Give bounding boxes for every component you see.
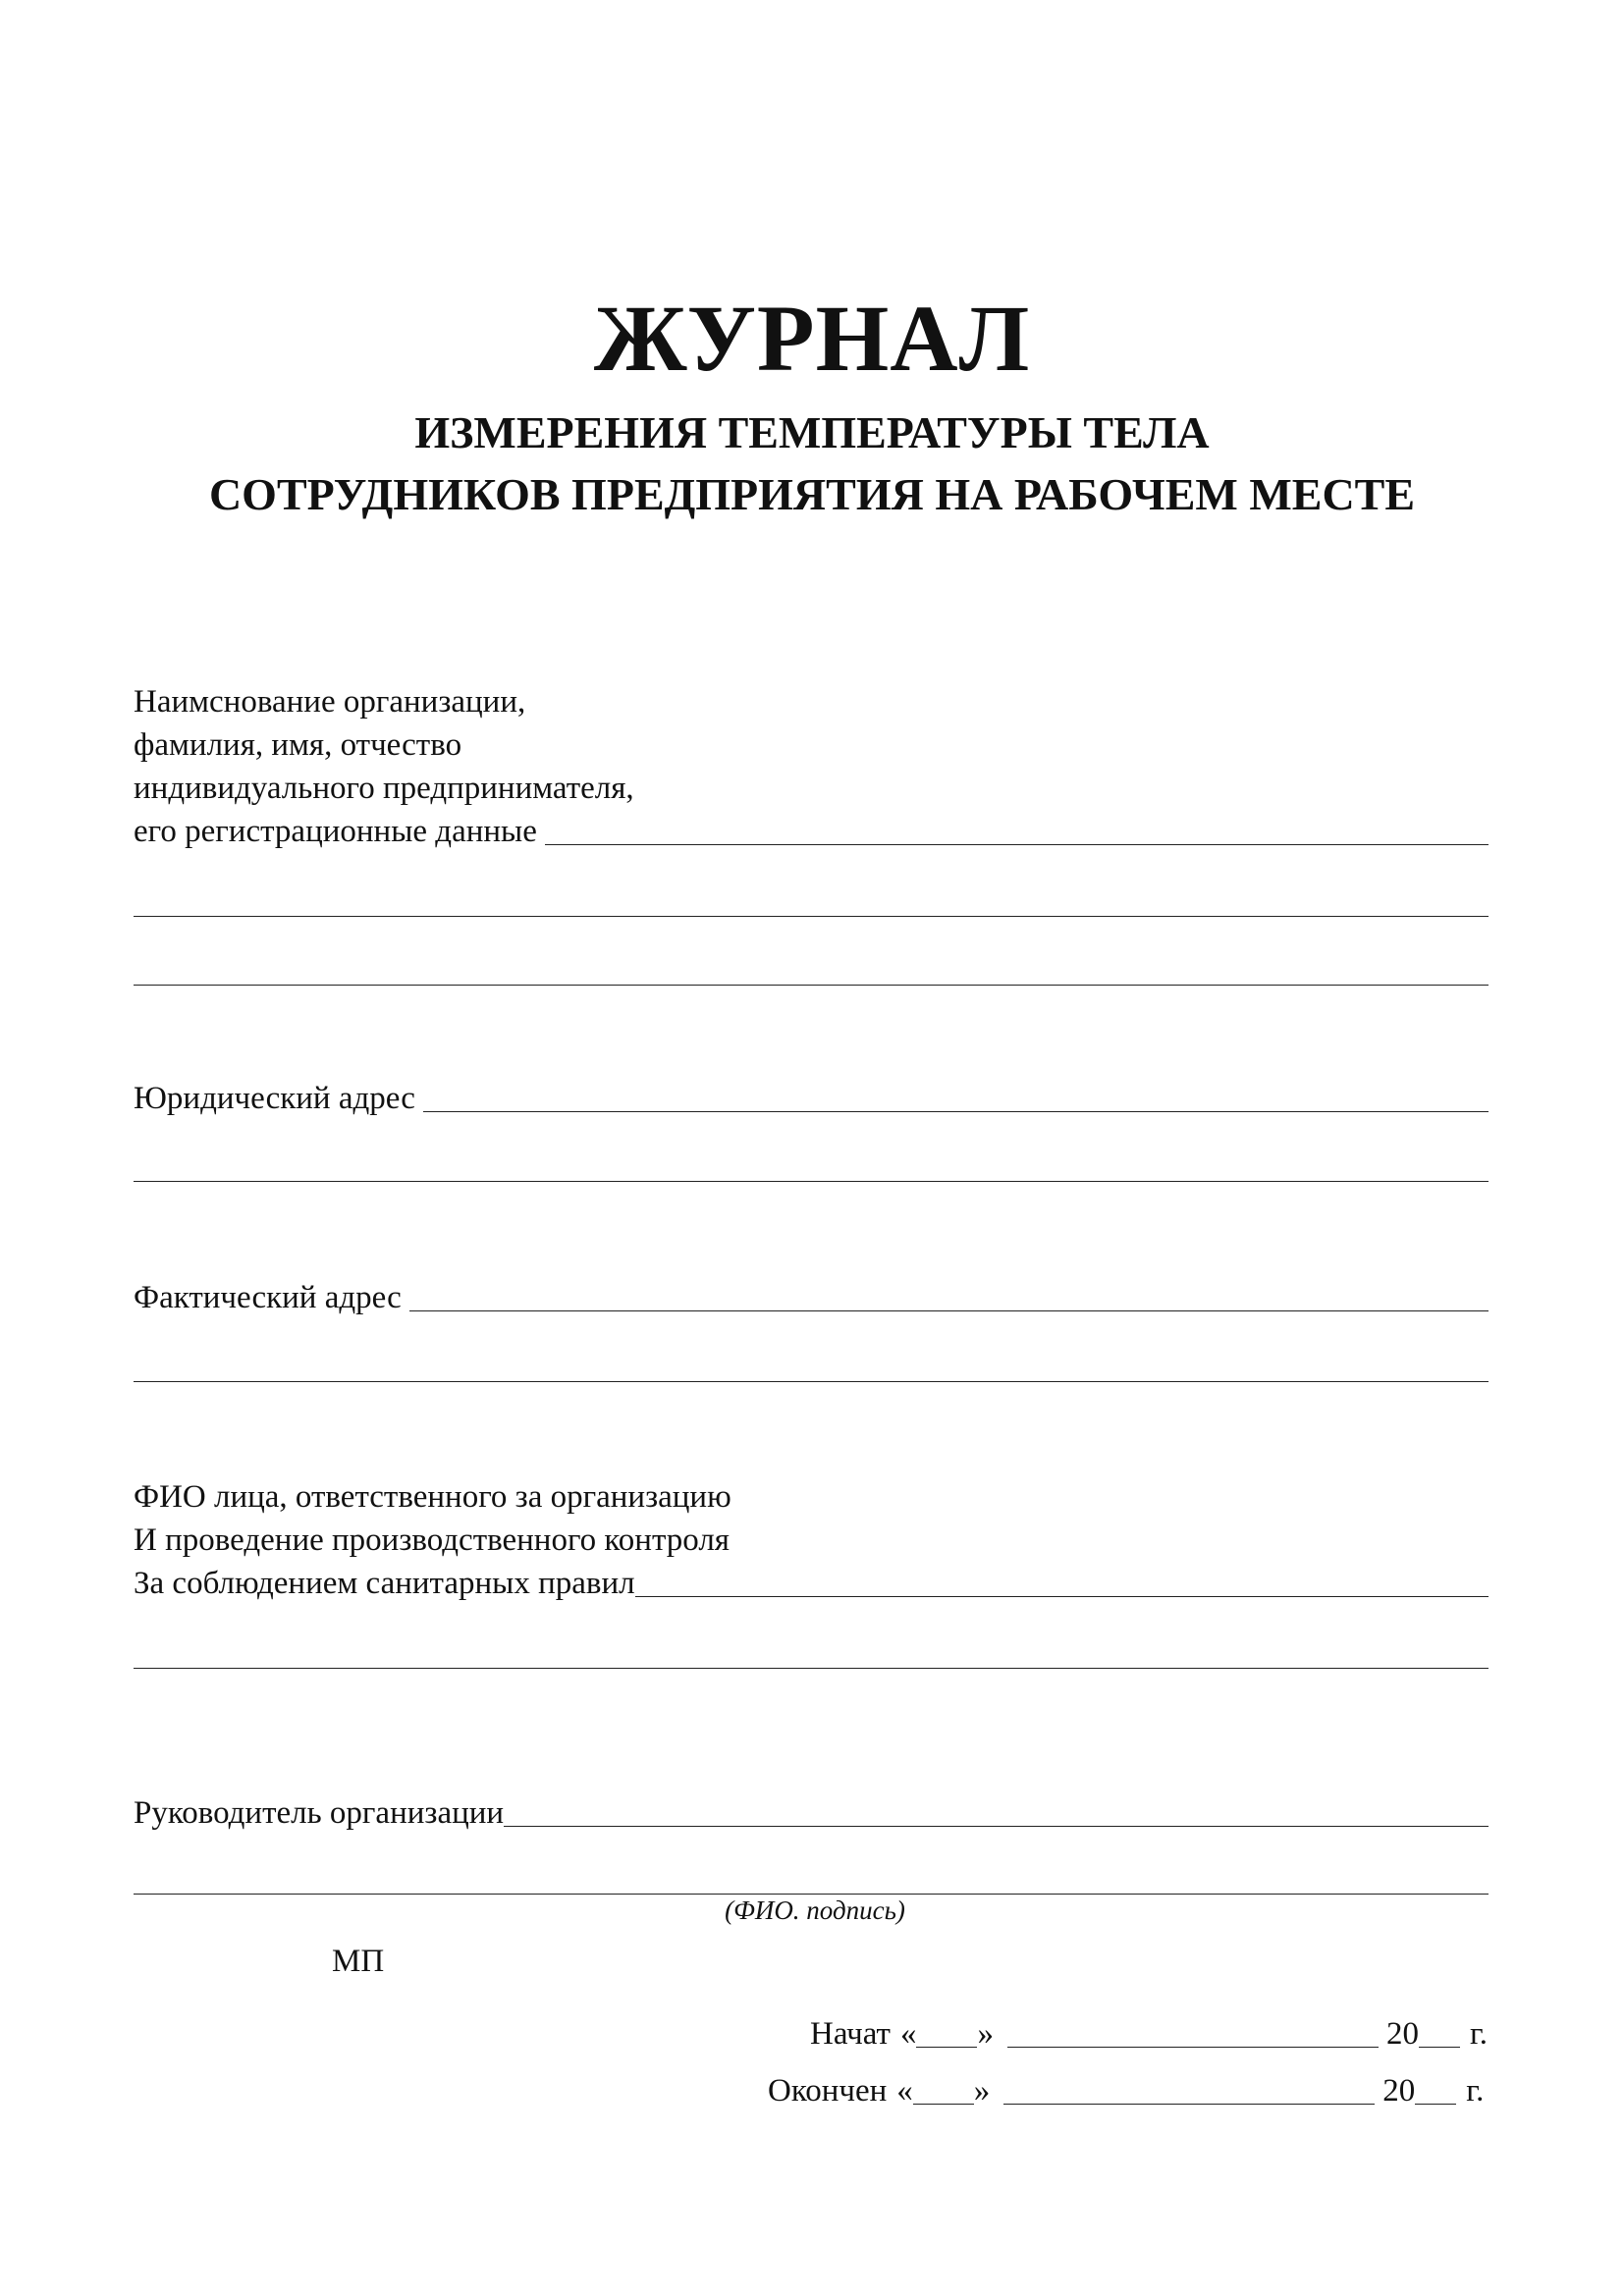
org-blank-line-2[interactable] [134, 916, 1489, 917]
responsible-field[interactable] [134, 1564, 1489, 1603]
responsible-blank-line-2[interactable] [134, 1668, 1489, 1669]
legal-address-blank[interactable] [423, 1110, 1489, 1112]
page-title: ЖУРНАЛ [593, 286, 1031, 391]
org-label-line-1: Наимснование организации, [134, 684, 526, 720]
director-blank[interactable] [504, 1825, 1489, 1827]
ended-month-blank[interactable] [1003, 2103, 1375, 2105]
director-label: Руководитель организации [134, 1795, 505, 1831]
legal-address-blank-line-2[interactable] [134, 1181, 1489, 1182]
started-label: Начат [810, 2016, 891, 2052]
ended-label: Окончен [768, 2073, 888, 2109]
stamp-label: МП [332, 1944, 385, 1979]
started-year-blank[interactable] [1419, 2046, 1460, 2048]
quote-close: » [977, 2016, 994, 2052]
year-suffix: г. [1466, 2073, 1485, 2109]
responsible-blank[interactable] [635, 1595, 1489, 1597]
signature-caption: (ФИО. подпись) [725, 1896, 905, 1925]
started-month-blank[interactable] [1007, 2046, 1379, 2048]
responsible-label-line-2: И проведение производственного контроля [134, 1522, 730, 1558]
quote-close: » [973, 2073, 991, 2109]
ended-date-row[interactable] [768, 2071, 1484, 2110]
org-registration-field[interactable] [134, 812, 1489, 851]
org-label-line-2: фамилия, имя, отчество [134, 727, 462, 763]
actual-address-blank-line-2[interactable] [134, 1381, 1489, 1382]
quote-open: « [896, 2073, 913, 2109]
legal-address-label: Юридический адрес [134, 1081, 415, 1116]
actual-address-label: Фактический адрес [134, 1280, 402, 1315]
org-registration-blank[interactable] [545, 843, 1489, 845]
year-suffix: г. [1469, 2016, 1489, 2052]
actual-address-field[interactable] [134, 1278, 1489, 1317]
ended-year-blank[interactable] [1415, 2103, 1456, 2105]
responsible-label-line-1: ФИО лица, ответственного за организацию [134, 1479, 731, 1515]
started-date-row[interactable] [810, 2014, 1488, 2054]
subtitle-line-1: ИЗМЕРЕНИЯ ТЕМПЕРАТУРЫ ТЕЛА [414, 407, 1210, 457]
director-field[interactable] [134, 1793, 1489, 1833]
started-day-blank[interactable] [916, 2046, 977, 2048]
legal-address-field[interactable] [134, 1079, 1489, 1118]
year-prefix: 20 [1385, 2016, 1419, 2052]
actual-address-blank[interactable] [409, 1309, 1489, 1311]
quote-open: « [899, 2016, 917, 2052]
org-blank-line-3[interactable] [134, 985, 1489, 986]
year-prefix: 20 [1382, 2073, 1416, 2109]
ended-day-blank[interactable] [913, 2103, 974, 2105]
org-label-line-4: его регистрационные данные [134, 814, 537, 849]
subtitle-line-2: СОТРУДНИКОВ ПРЕДПРИЯТИЯ НА РАБОЧЕМ МЕСТЕ [208, 469, 1416, 519]
responsible-label-line-3: За соблюдением санитарных правил [134, 1566, 635, 1601]
org-label-line-3: индивидуального предпринимателя, [134, 771, 634, 806]
